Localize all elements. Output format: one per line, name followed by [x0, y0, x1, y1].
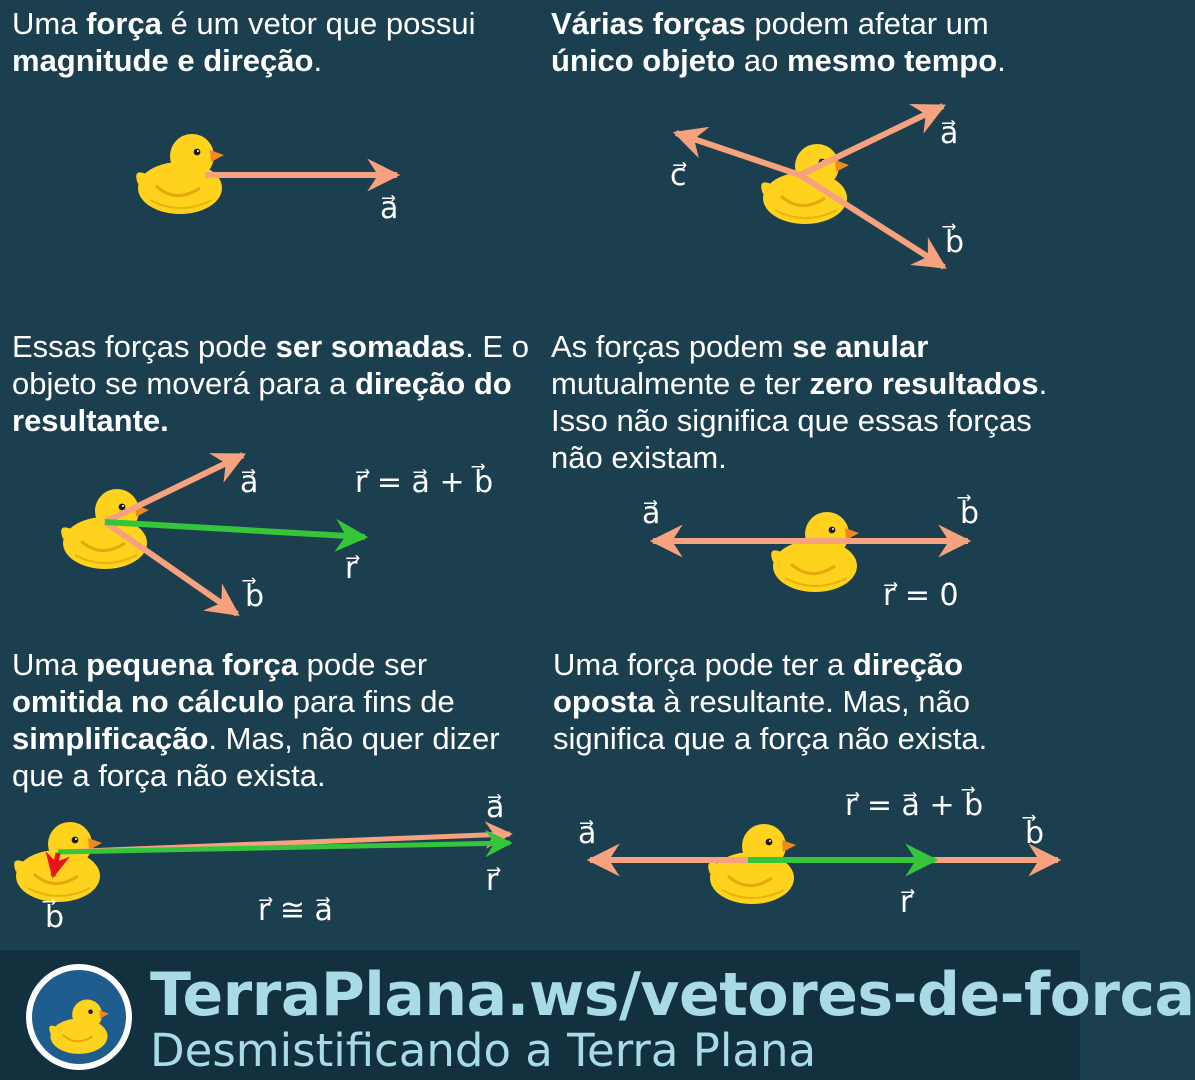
panel-3-text: Essas forças pode ser somadas. E o objeto se moverá para a direção do resultante.	[12, 329, 529, 438]
vector-label-a: a⃗	[940, 116, 959, 151]
sum-formula: r⃗ = a⃗ + b⃗	[845, 788, 984, 823]
sum-formula: r⃗ = a⃗ + b⃗	[355, 465, 494, 500]
vector-label-a: a⃗	[380, 191, 399, 226]
vector-label-r: r⃗	[900, 885, 913, 920]
vector-label-b: b⃗	[945, 225, 965, 260]
approx-formula: r⃗ ≅ a⃗	[258, 893, 333, 928]
duck-icon	[61, 489, 149, 569]
vector-label-a: a⃗	[240, 465, 259, 500]
vector-label-c: c⃗	[670, 158, 687, 193]
force-arrow-c	[676, 133, 800, 175]
vector-label-b: b⃗	[45, 900, 65, 935]
vector-label-b: b⃗	[245, 579, 265, 614]
vector-label-a: a⃗	[486, 790, 505, 825]
vector-label-r: r⃗	[486, 863, 499, 898]
site-url-link[interactable]: TerraPlana.ws/vetores-de-forca	[150, 960, 1195, 1030]
site-tagline: Desmistificando a Terra Plana	[150, 1024, 817, 1077]
force-arrow-a	[105, 455, 243, 522]
vector-label-a: a⃗	[578, 816, 597, 851]
force-arrow-b	[105, 522, 237, 614]
vector-label-b: b⃗	[1025, 816, 1045, 851]
panel-6-text: Uma força pode ter a direção oposta à resultante. Mas, não significa que a força não exista.	[553, 647, 988, 756]
duck-logo-icon[interactable]	[24, 962, 134, 1072]
vector-label-r: r⃗	[345, 551, 358, 586]
duck-icon	[708, 824, 796, 904]
panel-1-text: Uma força é um vetor que possui magnitude e direção.	[12, 6, 476, 78]
force-arrow-a	[800, 106, 943, 175]
vector-label-a: a⃗	[642, 496, 661, 531]
panel-5-text: Uma pequena força pode ser omitida no cálculo para fins de simplificação. Mas, não quer dizer que a força não exista.	[12, 647, 500, 793]
panel-4-text: As forças podem se anular mutualmente e ter zero resultados. Isso não significa que essas forças não existam.	[551, 329, 1048, 475]
vector-label-b: b⃗	[960, 496, 980, 531]
zero-resultant-formula: r⃗ = 0	[883, 578, 959, 613]
panel-2-text: Várias forças podem afetar um único objeto ao mesmo tempo.	[551, 6, 1006, 78]
duck-icon	[771, 512, 859, 592]
